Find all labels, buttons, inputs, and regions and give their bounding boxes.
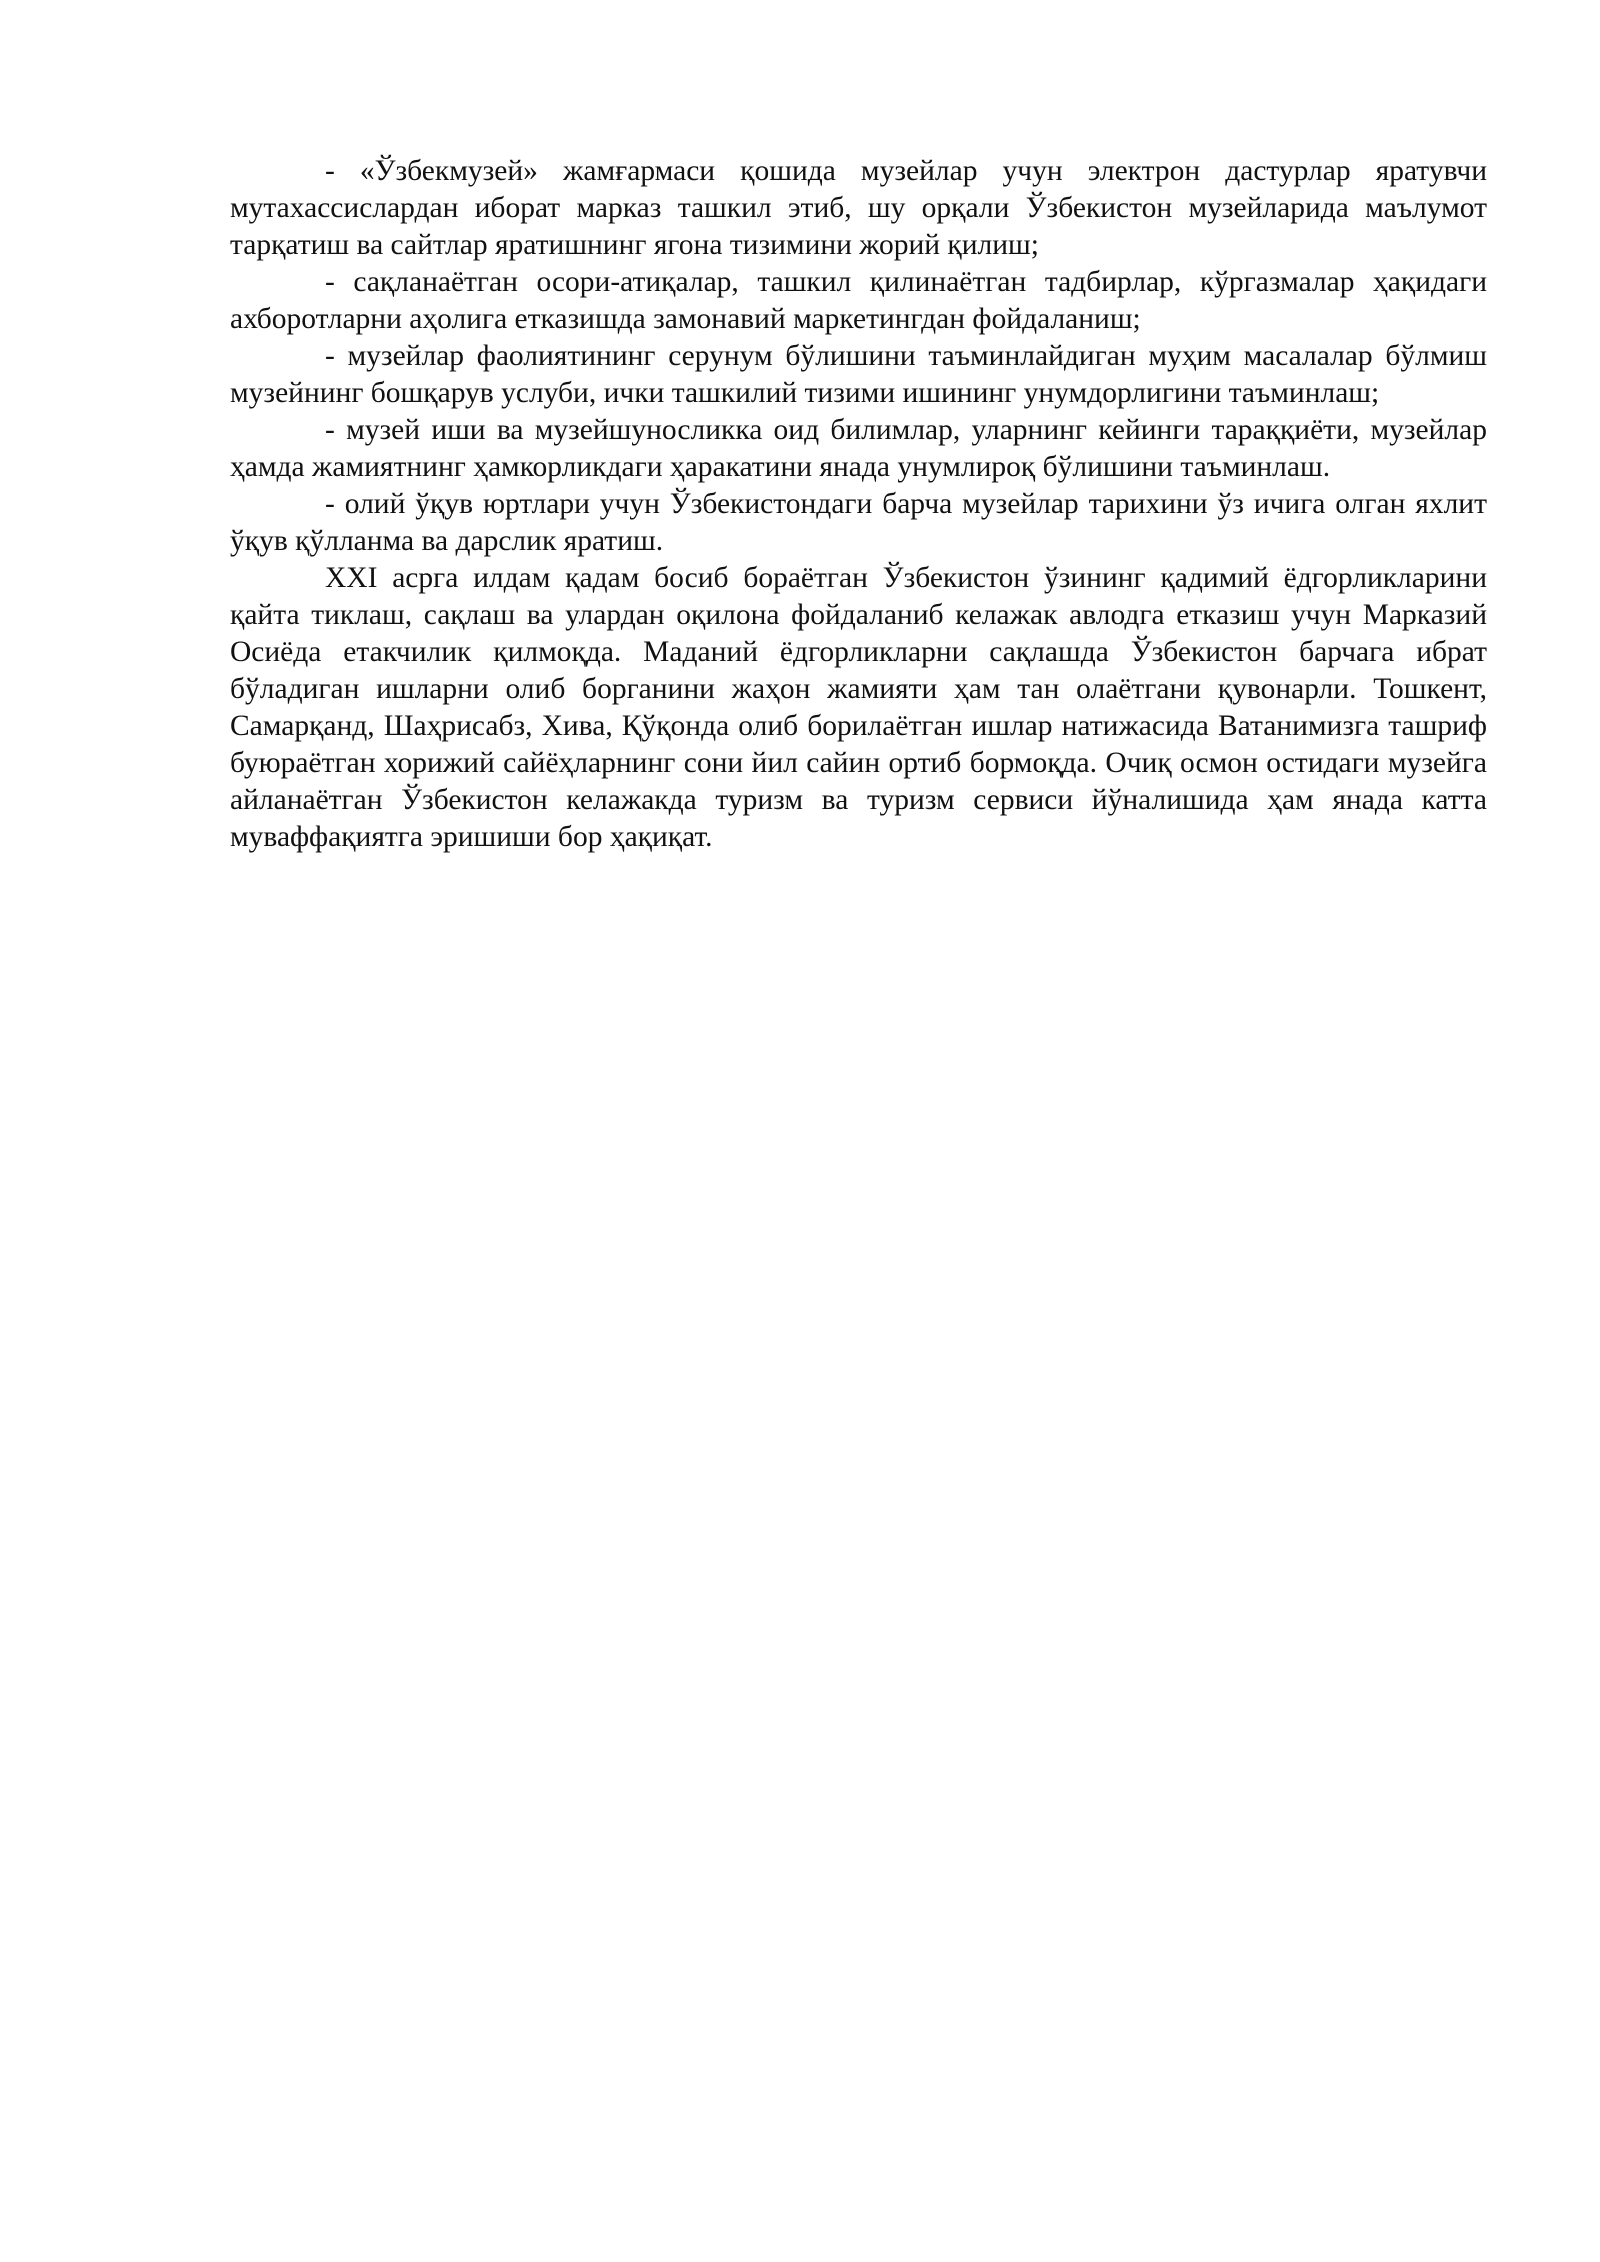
paragraph-6: XXI асрга илдам қадам босиб бораётган Ўзбекистон ўзининг қадимий ёдгорликларини қайта тиклаш, сақлаш ва улардан оқилона фойдаланиб келажак авлодга етказиш учун Марказий Осиёда етакчилик қилмоқда. Маданий ёдгорликларни сақлашда Ўзбекистон барчага ибрат бўладиган ишларни олиб борганини жаҳон жамияти ҳам тан олаётгани қувонарли. Тошкент, Самарқанд, Шаҳрисабз, Хива, Қўқонда олиб борилаётган ишлар натижасида Ватанимизга ташриф буюраётган хорижий сайёҳларнинг сони йил сайин ортиб бормоқда. Очиқ осмон остидаги музейга айланаётган Ўзбекистон келажакда туризм ва туризм сервиси йўналишида ҳам янада катта муваффақиятга эришиши бор ҳақиқат. [230, 562, 1487, 853]
paragraph-1: - «Ўзбекмузей» жамғармаси қошида музейлар учун электрон дастурлар яратувчи мутахассислардан иборат марказ ташкил этиб, шу орқали Ўзбекистон музейларида маълумот тарқатиш ва сайтлар яратишнинг ягона тизимини жорий қилиш; [230, 155, 1487, 261]
paragraph-4: - музей иши ва музейшуносликка оид билимлар, уларнинг кейинги тараққиёти, музейлар ҳамда жамиятнинг ҳамкорликдаги ҳаракатини янада унумлироқ бўлишини таъминлаш. [230, 414, 1487, 483]
paragraph-3: - музейлар фаолиятининг серунум бўлишини таъминлайдиган муҳим масалалар бўлмиш музейнинг бошқарув услуби, ички ташкилий тизими ишининг унумдорлигини таъминлаш; [230, 340, 1487, 409]
paragraph-5: - олий ўқув юртлари учун Ўзбекистондаги барча музейлар тарихини ўз ичига олган яхлит ўқув қўлланма ва дарслик яратиш. [230, 488, 1487, 557]
paragraph-2: - сақланаётган осори-атиқалар, ташкил қилинаётган тадбирлар, кўргазмалар ҳақидаги ахборотларни аҳолига етказишда замонавий маркетингдан фойдаланиш; [230, 266, 1487, 335]
document-body [230, 153, 1487, 856]
